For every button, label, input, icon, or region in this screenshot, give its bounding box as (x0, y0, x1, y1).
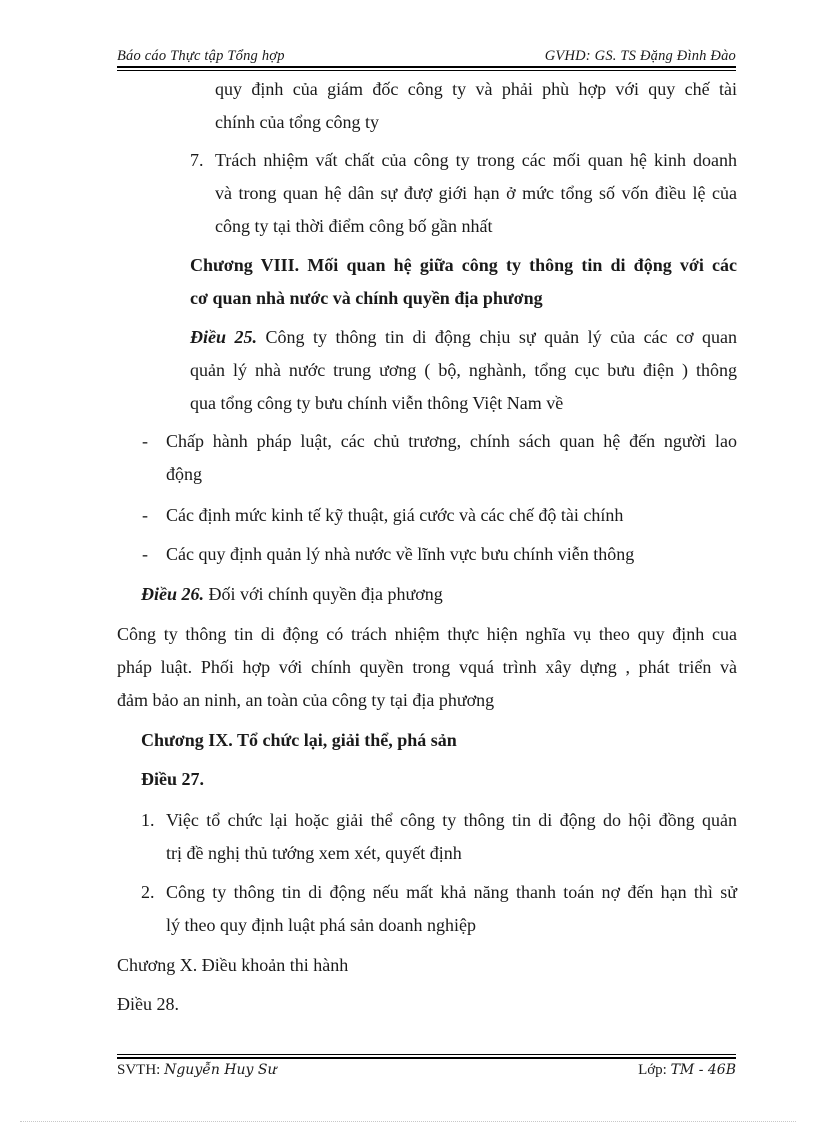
article-25-line-1 (190, 321, 737, 354)
article-25-line-2: quản lý nhà nước trung ương ( bộ, nghành, tổng cục bưu điện ) thông (190, 360, 737, 380)
article-25-text: Công ty thông tin di động chịu sự quản lý của các cơ quan (257, 327, 738, 347)
bullet-1-dash: - (142, 431, 148, 451)
cont-line-2: chính của tổng công ty (215, 112, 379, 132)
header-supervisor: GVHD: GS. TS Đặng Đình Đào (544, 48, 736, 64)
header-report-title: Báo cáo Thực tập Tổng hợp (117, 48, 285, 64)
footer-rule-thin (117, 1054, 736, 1055)
item-1-number: 1. (141, 810, 155, 830)
item-7-line-2: và trong quan hệ dân sự đượ giới hạn ở mức tổng số vốn điều lệ của (215, 183, 737, 203)
cont-line-1: quy định của giám đốc công ty và phải phù hợp với quy chế tài (215, 79, 737, 99)
item-1-line-2: trị đề nghị thủ tướng xem xét, quyết định (166, 843, 462, 863)
page-bottom-dotted-rule (20, 1121, 796, 1122)
article-26-heading (141, 578, 737, 611)
item-2-number: 2. (141, 882, 155, 902)
footer-student (117, 1062, 277, 1079)
bullet-3-dash: - (142, 544, 148, 564)
article-26-para-line-2: pháp luật. Phối hợp với chính quyền trong vquá trình xây dựng , phát triển và (117, 657, 737, 677)
header-rule-thin (117, 70, 736, 71)
item-2-line-1: Công ty thông tin di động nếu mất khả năng thanh toán nợ đến hạn thì sử (166, 882, 737, 902)
item-7-number: 7. (190, 150, 204, 170)
footer-class-value: TM - 46B (670, 1062, 736, 1078)
item-1-line-1: Việc tổ chức lại hoặc giải thể công ty thông tin di động do hội đồng quản (166, 810, 737, 830)
item-7-line-1: Trách nhiệm vất chất của công ty trong các mối quan hệ kinh doanh (215, 150, 737, 170)
bullet-3-text: Các quy định quản lý nhà nước về lĩnh vực bưu chính viễn thông (166, 544, 635, 564)
footer-student-label: SVTH: (117, 1062, 165, 1078)
page-footer (117, 1062, 736, 1082)
article-27-heading: Điều 27. (141, 769, 204, 789)
article-25-label: Điều 25. (190, 327, 257, 347)
header-rule-thick (117, 66, 736, 68)
item-7-line-3: công ty tại thời điểm công bố gần nhất (215, 216, 493, 236)
article-26-text: Đối với chính quyền địa phương (204, 584, 443, 604)
footer-student-name: Nguyễn Huy Sư (164, 1062, 277, 1078)
bullet-2-dash: - (142, 505, 148, 525)
article-26-para-line-1: Công ty thông tin di động có trách nhiệm thực hiện nghĩa vụ theo quy định cua (117, 624, 737, 644)
bullet-1-line-1: Chấp hành pháp luật, các chủ trương, chính sách quan hệ đến người lao (166, 431, 737, 451)
article-25-line-3: qua tổng công ty bưu chính viễn thông Việt Nam về (190, 393, 564, 413)
article-26-label: Điều 26. (141, 584, 204, 604)
chapter-8-heading-line-2: cơ quan nhà nước và chính quyền địa phương (190, 288, 543, 308)
article-26-para-line-3: đảm bảo an ninh, an toàn của công ty tại địa phương (117, 690, 495, 710)
item-2-line-2: lý theo quy định luật phá sản doanh nghiệp (166, 915, 476, 935)
footer-class-label: Lớp: (638, 1062, 671, 1078)
chapter-10-heading: Chương X. Điều khoản thi hành (117, 955, 349, 975)
chapter-8-heading-line-1: Chương VIII. Mối quan hệ giữa công ty thông tin di động với các (190, 255, 737, 275)
bullet-1-line-2: động (166, 464, 202, 484)
bullet-2-text: Các định mức kinh tế kỹ thuật, giá cước và các chế độ tài chính (166, 505, 624, 525)
footer-class (638, 1062, 736, 1079)
chapter-9-heading: Chương IX. Tổ chức lại, giải thể, phá sản (141, 730, 457, 750)
page-header (117, 48, 736, 66)
footer-rule-thick (117, 1057, 736, 1059)
article-28-heading: Điều 28. (117, 994, 179, 1014)
